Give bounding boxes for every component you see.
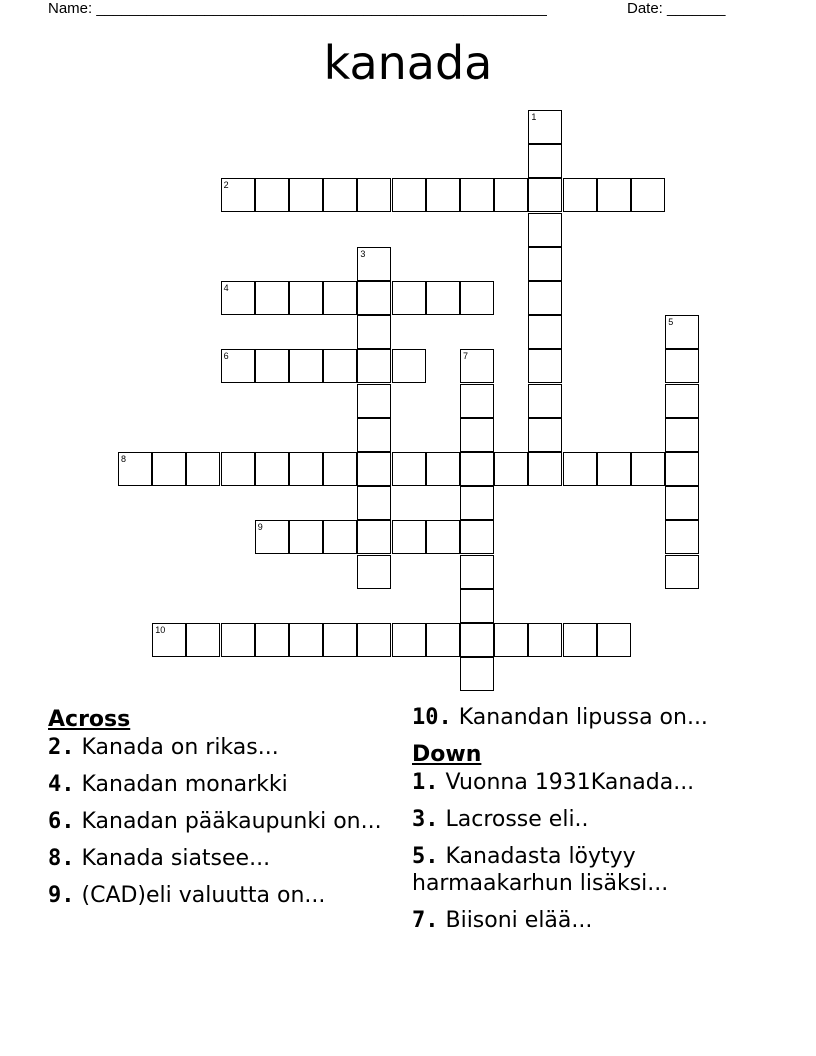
clue-item-text: Kanadasta löytyy harmaakarhun lisäksi...	[412, 844, 669, 896]
clue-item-number: 7.	[412, 908, 439, 933]
grid-cell[interactable]	[186, 623, 220, 657]
grid-cell[interactable]	[494, 452, 528, 486]
grid-cell[interactable]	[528, 384, 562, 418]
clue-item-number: 1.	[412, 770, 439, 795]
grid-cell[interactable]	[494, 623, 528, 657]
grid-cell[interactable]	[665, 555, 699, 589]
grid-cell[interactable]	[460, 418, 494, 452]
grid-cell[interactable]	[357, 452, 391, 486]
grid-cell[interactable]	[460, 589, 494, 623]
grid-cell[interactable]	[665, 452, 699, 486]
across-clue-list	[48, 734, 393, 909]
grid-cell[interactable]	[631, 452, 665, 486]
grid-cell[interactable]	[597, 178, 631, 212]
grid-cell[interactable]	[186, 452, 220, 486]
grid-cell[interactable]	[426, 520, 460, 554]
grid-cell[interactable]	[528, 349, 562, 383]
grid-cell[interactable]	[323, 520, 357, 554]
puzzle-title: kanada	[323, 36, 493, 90]
clue-item	[48, 882, 393, 909]
grid-cell[interactable]	[357, 555, 391, 589]
grid-cell[interactable]	[460, 657, 494, 691]
clue-item-number: 5.	[412, 844, 439, 869]
grid-cell[interactable]	[357, 418, 391, 452]
grid-cell[interactable]	[460, 384, 494, 418]
grid-cell[interactable]	[152, 452, 186, 486]
grid-cell[interactable]	[289, 520, 323, 554]
grid-cell[interactable]	[426, 623, 460, 657]
clue-number: 2	[223, 180, 229, 191]
grid-cell[interactable]	[392, 349, 426, 383]
grid-cell[interactable]	[357, 520, 391, 554]
clue-number: 9	[257, 522, 263, 533]
grid-cell[interactable]	[528, 281, 562, 315]
grid-cell[interactable]	[357, 384, 391, 418]
clue-item-number: 10.	[412, 705, 452, 730]
grid-cell[interactable]	[631, 178, 665, 212]
clue-item-text: Kanadan monarkki	[74, 772, 288, 797]
date-label: Date:	[627, 0, 663, 17]
grid-cell[interactable]	[357, 623, 391, 657]
clue-item	[412, 907, 772, 934]
grid-cell[interactable]	[357, 178, 391, 212]
grid-cell[interactable]	[563, 623, 597, 657]
across-heading: Across	[48, 707, 131, 732]
clue-item-number: 2.	[48, 735, 75, 760]
clue-item	[412, 806, 772, 833]
grid-cell[interactable]	[665, 384, 699, 418]
grid-cell[interactable]	[392, 178, 426, 212]
clue-number: 8	[121, 454, 127, 464]
grid-cell[interactable]	[289, 452, 323, 486]
grid-cell[interactable]	[357, 315, 391, 349]
down-clue-list	[412, 769, 772, 934]
grid-cell[interactable]	[460, 623, 494, 657]
grid-cell[interactable]	[323, 623, 357, 657]
grid-cell[interactable]	[460, 281, 494, 315]
clue-item-number: 8.	[48, 846, 75, 871]
clue-item	[412, 769, 772, 796]
grid-cell[interactable]	[528, 315, 562, 349]
name-blank[interactable]: ______________________________________________________	[96, 0, 547, 17]
clue-item	[48, 734, 393, 761]
clue-item-text: Kanadan pääkaupunki on...	[74, 809, 382, 834]
grid-cell[interactable]	[357, 486, 391, 520]
grid-cell[interactable]	[665, 418, 699, 452]
grid-cell[interactable]	[255, 452, 289, 486]
clue-item	[48, 845, 393, 872]
grid-cell[interactable]	[460, 452, 494, 486]
grid-cell[interactable]	[665, 520, 699, 554]
clue-item-number: 3.	[412, 807, 439, 832]
grid-cell[interactable]	[665, 349, 699, 383]
grid-cell[interactable]	[255, 349, 289, 383]
grid-cell[interactable]	[255, 281, 289, 315]
clues-left-column	[48, 704, 393, 919]
grid-cell[interactable]	[528, 110, 562, 144]
grid-cell[interactable]	[392, 281, 426, 315]
clue-item-text: Biisoni elää...	[438, 908, 593, 933]
grid-cell[interactable]	[665, 315, 699, 349]
grid-cell[interactable]	[528, 247, 562, 281]
grid-cell[interactable]	[460, 349, 494, 383]
grid-cell[interactable]	[426, 452, 460, 486]
grid-cell[interactable]	[221, 349, 255, 383]
grid-cell[interactable]	[323, 178, 357, 212]
grid-cell[interactable]	[528, 144, 562, 178]
grid-cell[interactable]	[255, 520, 289, 554]
grid-cell[interactable]	[152, 623, 186, 657]
grid-cell[interactable]	[323, 281, 357, 315]
clue-number: 4	[223, 283, 229, 293]
clue-item	[412, 843, 772, 897]
grid-cell[interactable]	[221, 452, 255, 486]
grid-cell[interactable]	[494, 178, 528, 212]
grid-cell[interactable]	[323, 452, 357, 486]
clues-right-column	[412, 704, 772, 944]
grid-cell[interactable]	[392, 452, 426, 486]
grid-cell[interactable]	[323, 349, 357, 383]
grid-cell[interactable]	[528, 213, 562, 247]
grid-cell[interactable]	[357, 349, 391, 383]
grid-cell[interactable]	[528, 452, 562, 486]
down-heading: Down	[412, 742, 482, 767]
clue-number: 3	[360, 248, 366, 259]
clue-number: 7	[463, 351, 469, 362]
grid-cell[interactable]	[460, 555, 494, 589]
grid-cell[interactable]	[597, 623, 631, 657]
grid-cell[interactable]	[221, 623, 255, 657]
grid-cell[interactable]	[528, 623, 562, 657]
grid-cell[interactable]	[357, 247, 391, 281]
grid-cell[interactable]	[357, 281, 391, 315]
clue-number: 10	[155, 625, 166, 635]
name-label: Name:	[48, 0, 93, 17]
grid-cell[interactable]	[289, 349, 323, 383]
clue-item-text: (CAD)eli valuutta on...	[74, 883, 326, 908]
clue-number: 5	[668, 317, 674, 328]
clue-item-text: Kanada siatsee...	[74, 846, 271, 871]
grid-cell[interactable]	[289, 281, 323, 315]
grid-cell[interactable]	[528, 178, 562, 212]
grid-cell[interactable]	[392, 623, 426, 657]
grid-cell[interactable]	[221, 281, 255, 315]
grid-cell[interactable]	[426, 178, 460, 212]
grid-cell[interactable]	[255, 178, 289, 212]
grid-cell[interactable]	[289, 623, 323, 657]
grid-cell[interactable]	[255, 623, 289, 657]
grid-cell[interactable]	[597, 452, 631, 486]
clue-item-text: Kanandan lipussa on...	[451, 705, 708, 730]
grid-cell[interactable]	[563, 178, 597, 212]
clue-item-text: Kanada on rikas...	[74, 735, 279, 760]
across-clue-list-continued	[412, 704, 772, 731]
clue-item	[412, 704, 772, 731]
clue-item-number: 4.	[48, 772, 75, 797]
grid-cell[interactable]	[118, 452, 152, 486]
grid-cell[interactable]	[460, 486, 494, 520]
grid-cell[interactable]	[563, 452, 597, 486]
clue-item-text: Lacrosse eli..	[438, 807, 589, 832]
grid-cell[interactable]	[460, 520, 494, 554]
grid-cell[interactable]	[392, 520, 426, 554]
grid-cell[interactable]	[665, 486, 699, 520]
grid-cell[interactable]	[460, 178, 494, 212]
clue-item	[48, 771, 393, 798]
grid-cell[interactable]	[528, 418, 562, 452]
clue-item-text: Vuonna 1931Kanada...	[438, 770, 695, 795]
grid-cell[interactable]	[221, 178, 255, 212]
clue-item-number: 9.	[48, 883, 75, 908]
date-blank[interactable]: _______	[667, 0, 726, 17]
clue-item-number: 6.	[48, 809, 75, 834]
clue-item	[48, 808, 393, 835]
grid-cell[interactable]	[426, 281, 460, 315]
clue-number: 1	[531, 112, 537, 122]
clue-number: 6	[223, 351, 229, 362]
grid-cell[interactable]	[289, 178, 323, 212]
